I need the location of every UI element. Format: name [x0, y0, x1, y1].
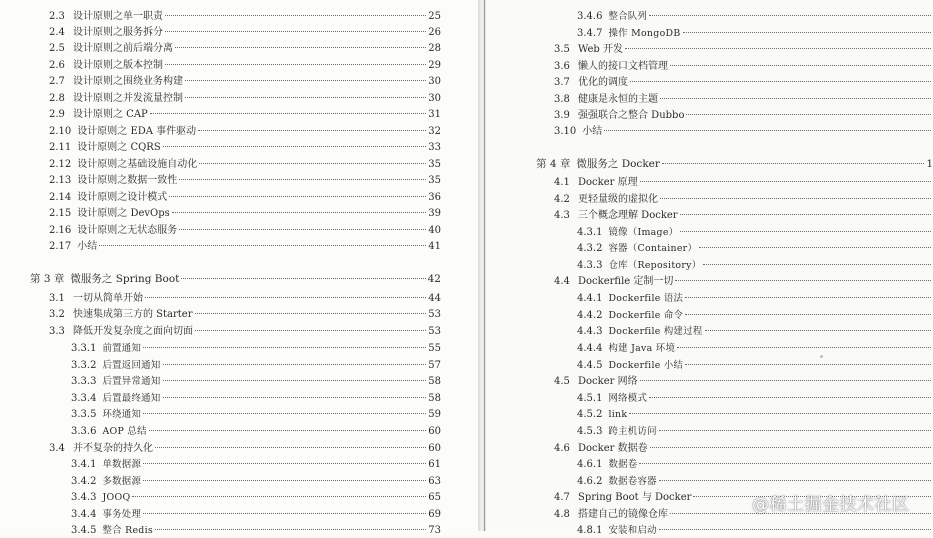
toc-entry-row: [49, 174, 441, 188]
toc-entry-title: 设计原则之基础设施自动化: [77, 159, 198, 170]
toc-entry-number: 2.3: [49, 11, 65, 22]
toc-page-number: 41: [428, 241, 441, 252]
toc-entry-row: [577, 342, 933, 356]
dot-leader: [680, 214, 931, 215]
dot-leader: [649, 397, 931, 398]
toc-entry-row: [49, 240, 441, 254]
toc-page-number: 26: [428, 27, 441, 38]
toc-entry-number: 第 4 章: [536, 158, 571, 170]
toc-entry-row: [49, 92, 441, 106]
toc-entry-title: 环绕通知: [102, 409, 142, 420]
toc-entry-title: 小结: [77, 241, 98, 252]
toc-entry-row: [554, 43, 933, 57]
toc-page-number: 31: [428, 109, 441, 120]
toc-entry-title: Spring Boot 与 Docker: [578, 492, 692, 503]
dot-leader: [169, 196, 426, 197]
toc-entry-row: [554, 442, 933, 456]
toc-entry-title: 设计原则之前后端分离: [73, 43, 173, 54]
dot-leader: [640, 380, 931, 381]
toc-entry-number: 2.8: [49, 93, 65, 104]
toc-entry-title: Docker 原理: [578, 177, 638, 188]
toc-entry-title: 并不复杂的持久化: [73, 443, 153, 454]
dot-leader: [625, 48, 931, 49]
toc-entry-title: JOOQ: [102, 492, 131, 503]
toc-page-number: 53: [428, 326, 441, 337]
toc-entry-title: 仓库（Repository）: [608, 260, 702, 271]
right-page: [486, 0, 933, 536]
dot-leader: [662, 163, 924, 164]
toc-entry-row: [577, 425, 933, 439]
toc-entry-row: [49, 75, 441, 89]
toc-entry-row: [554, 375, 933, 389]
toc-entry-number: 4.6.1: [577, 459, 603, 470]
toc-entry-row: [71, 392, 441, 406]
toc-entry-number: 3.5: [554, 44, 570, 55]
toc-entry-number: 3.4.4: [71, 509, 97, 520]
dot-leader: [685, 364, 931, 365]
dot-leader: [198, 130, 426, 131]
toc-entry-row: [577, 392, 933, 406]
dot-leader: [659, 430, 931, 431]
toc-entry-number: 2.12: [49, 159, 72, 170]
dot-leader: [649, 15, 931, 16]
toc-entry-number: 2.10: [49, 126, 72, 137]
toc-entry-number: 4.6.2: [577, 476, 603, 487]
dot-leader: [195, 330, 426, 331]
dot-leader: [640, 181, 931, 182]
toc-entry-number: 2.7: [49, 76, 65, 87]
toc-entry-row: [577, 259, 933, 273]
toc-entry-row: [49, 141, 441, 155]
toc-entry-row: [577, 27, 933, 41]
dot-leader: [675, 280, 931, 281]
toc-entry-title: 降低开发复杂度之面向切面: [73, 326, 193, 337]
dot-leader: [165, 31, 426, 32]
dot-leader: [163, 397, 427, 398]
dot-leader: [185, 80, 426, 81]
dot-leader: [670, 65, 931, 66]
toc-entry-row: [71, 508, 441, 522]
toc-entry-number: 4.3: [554, 210, 570, 221]
toc-page-number: 58: [428, 376, 441, 387]
toc-entry-number: 2.11: [49, 142, 72, 153]
toc-page-number: 63: [428, 476, 441, 487]
toc-page-number: 58: [428, 393, 441, 404]
toc-entry-row: [577, 226, 933, 240]
toc-entry-number: 4.5: [554, 376, 570, 387]
toc-entry-row: [49, 108, 441, 122]
dot-leader: [163, 364, 427, 365]
toc-entry-title: Docker 数据卷: [578, 443, 648, 454]
toc-entry-number: 4.8.1: [577, 525, 603, 536]
toc-page-number: 55: [428, 343, 441, 354]
dot-leader: [155, 529, 426, 530]
toc-entry-title: 设计原则之版本控制: [73, 60, 163, 71]
toc-entry-number: 4.4.3: [577, 326, 603, 337]
toc-entry-title: 容器（Container）: [608, 243, 698, 254]
toc-entry-row: [49, 125, 441, 139]
dot-leader: [195, 313, 427, 314]
toc-page-number: 44: [428, 293, 441, 304]
dot-leader: [163, 380, 427, 381]
toc-entry-title: 后置最终通知: [102, 393, 161, 404]
toc-entry-row: [554, 176, 933, 190]
toc-page-number: 40: [428, 225, 441, 236]
dot-leader: [659, 529, 931, 530]
toc-entry-row: [554, 60, 933, 74]
toc-entry-row: [71, 359, 441, 373]
toc-entry-number: 2.13: [49, 175, 72, 186]
toc-entry-number: 2.14: [49, 192, 72, 203]
toc-entry-title: 搭建自己的镜像仓库: [578, 509, 668, 520]
toc-entry-number: 4.5.1: [577, 393, 603, 404]
toc-entry-number: 4.3.2: [577, 243, 603, 254]
toc-entry-title: 整合 Redis: [102, 525, 154, 536]
toc-page-number: 60: [428, 443, 441, 454]
toc-entry-title: Dockerfile 语法: [608, 293, 684, 304]
toc-entry-title: 设计原则之围绕业务构建: [73, 76, 183, 87]
toc-page-number: 35: [428, 159, 441, 170]
toc-entry-row: [49, 325, 441, 339]
toc-entry-title: 网络模式: [608, 393, 648, 404]
toc-page-number: 65: [428, 492, 441, 503]
dot-leader: [677, 347, 931, 348]
toc-entry-row: [49, 442, 441, 456]
toc-entry-number: 4.4.2: [577, 310, 603, 321]
toc-entry-row: [554, 125, 933, 139]
toc-entry-number: 2.16: [49, 225, 72, 236]
toc-page-number: 1: [926, 158, 933, 170]
dot-leader: [650, 447, 931, 448]
dot-leader: [99, 245, 426, 246]
toc-page-number: 35: [428, 175, 441, 186]
dot-leader: [660, 98, 931, 99]
toc-entry-number: 3.7: [554, 77, 570, 88]
toc-entry-title: AOP 总结: [102, 426, 147, 437]
toc-entry-number: 2.17: [49, 241, 72, 252]
toc-entry-title: 设计原则之数据一致性: [77, 175, 178, 186]
toc-entry-row: [577, 309, 933, 323]
toc-entry-row: [49, 224, 441, 238]
toc-entry-number: 3.4.3: [71, 492, 97, 503]
toc-entry-title: 一切从简单开始: [73, 293, 143, 304]
toc-entry-row: [577, 524, 933, 538]
dot-leader: [659, 480, 931, 481]
toc-entry-row: [577, 475, 933, 489]
toc-entry-number: 3.3: [49, 326, 65, 337]
toc-entry-row: [577, 242, 933, 256]
dot-leader: [163, 146, 427, 147]
toc-entry-title: 后置返回通知: [102, 360, 161, 371]
toc-entry-title: 跨主机访问: [608, 426, 657, 437]
toc-entry-row: [49, 292, 441, 306]
dot-leader: [705, 330, 931, 331]
dot-leader: [181, 278, 425, 279]
toc-entry-number: 3.1: [49, 293, 65, 304]
dot-leader: [145, 297, 426, 298]
toc-entry-row: [49, 26, 441, 40]
dot-leader: [639, 463, 931, 464]
dot-leader: [660, 198, 931, 199]
dot-leader: [155, 447, 426, 448]
toc-entry-title: link: [608, 409, 628, 420]
toc-entry-row: [71, 342, 441, 356]
toc-chapter-row: [30, 272, 441, 286]
toc-entry-title: 设计原则之 CQRS: [77, 142, 161, 153]
toc-entry-row: [49, 158, 441, 172]
toc-page-number: 73: [428, 525, 441, 536]
dot-leader: [150, 113, 426, 114]
dot-leader: [686, 114, 931, 115]
toc-chapter-row: [536, 157, 933, 171]
dot-leader: [143, 463, 426, 464]
toc-entry-row: [49, 191, 441, 205]
toc-page-number: 30: [428, 76, 441, 87]
toc-entry-number: 4.5.3: [577, 426, 603, 437]
toc-entry-number: 3.3.4: [71, 393, 97, 404]
toc-entry-number: 4.3.3: [577, 260, 603, 271]
toc-entry-row: [554, 109, 933, 123]
dot-leader: [185, 97, 426, 98]
dot-leader: [199, 163, 426, 164]
dot-leader: [143, 347, 426, 348]
toc-entry-number: 3.3.5: [71, 409, 97, 420]
toc-entry-number: 3.8: [554, 94, 570, 105]
toc-entry-title: 设计原则之 EDA 事件驱动: [77, 126, 197, 137]
toc-page-number: 57: [428, 360, 441, 371]
toc-entry-title: 数据卷: [608, 459, 638, 470]
dot-leader: [143, 413, 426, 414]
toc-entry-number: 3.3.2: [71, 360, 97, 371]
toc-entry-title: 镜像（Image）: [608, 227, 679, 238]
toc-page-number: 39: [428, 208, 441, 219]
toc-entry-number: 2.6: [49, 60, 65, 71]
toc-entry-title: 前置通知: [102, 343, 142, 354]
toc-entry-row: [554, 209, 933, 223]
toc-entry-number: 3.4.6: [577, 11, 603, 22]
toc-entry-row: [554, 93, 933, 107]
toc-entry-number: 4.4: [554, 276, 570, 287]
toc-entry-row: [71, 491, 441, 505]
gutter-fold-line: [484, 0, 485, 531]
toc-entry-title: 设计原则之 DevOps: [77, 208, 170, 219]
toc-entry-title: 微服务之 Docker: [576, 158, 660, 170]
toc-page-number: 61: [428, 459, 441, 470]
toc-entry-row: [577, 408, 933, 422]
toc-page-number: 60: [428, 426, 441, 437]
toc-entry-row: [577, 458, 933, 472]
toc-entry-title: 微服务之 Spring Boot: [70, 273, 180, 285]
toc-entry-title: 设计原则之无状态服务: [77, 225, 178, 236]
toc-page-number: 29: [428, 60, 441, 71]
toc-entry-row: [49, 308, 441, 322]
toc-entry-title: 构建 Java 环境: [608, 343, 676, 354]
toc-entry-row: [49, 59, 441, 73]
toc-entry-title: Dockerfile 定制一切: [578, 276, 674, 287]
toc-entry-number: 3.4.1: [71, 459, 97, 470]
toc-entry-title: 安装和启动: [608, 525, 657, 536]
dot-leader: [143, 480, 426, 481]
toc-entry-title: 操作 MongoDB: [608, 28, 681, 39]
dot-leader: [172, 212, 427, 213]
toc-entry-number: 3.9: [554, 110, 570, 121]
toc-page-number: 30: [428, 93, 441, 104]
toc-entry-row: [49, 207, 441, 221]
dot-leader: [179, 179, 426, 180]
toc-page-number: 33: [428, 142, 441, 153]
toc-entry-number: 4.4.4: [577, 343, 603, 354]
toc-entry-title: 多数据源: [102, 476, 142, 487]
toc-page-number: 28: [428, 43, 441, 54]
toc-entry-row: [577, 325, 933, 339]
dot-leader: [132, 496, 426, 497]
toc-entry-number: 2.9: [49, 109, 65, 120]
toc-entry-row: [554, 193, 933, 207]
dot-leader: [703, 264, 931, 265]
dot-leader: [630, 81, 931, 82]
dot-leader: [149, 430, 427, 431]
toc-entry-number: 2.15: [49, 208, 72, 219]
scan-speck: [820, 355, 823, 358]
toc-entry-title: 更轻量级的虚拟化: [578, 194, 658, 205]
toc-entry-number: 3.4.7: [577, 28, 603, 39]
toc-entry-number: 4.3.1: [577, 227, 603, 238]
dot-leader: [683, 32, 931, 33]
toc-entry-title: 设计原则之设计模式: [77, 192, 168, 203]
dot-leader: [165, 64, 426, 65]
toc-entry-row: [71, 475, 441, 489]
toc-entry-title: Dockerfile 命令: [608, 310, 684, 321]
dot-leader: [165, 15, 426, 16]
dot-leader: [699, 247, 931, 248]
toc-entry-row: [71, 408, 441, 422]
toc-entry-title: 设计原则之单一职责: [73, 11, 163, 22]
toc-entry-number: 4.6: [554, 443, 570, 454]
dot-leader: [680, 231, 931, 232]
toc-entry-number: 2.5: [49, 43, 65, 54]
toc-entry-number: 4.2: [554, 194, 570, 205]
toc-entry-number: 4.7: [554, 492, 570, 503]
toc-entry-row: [577, 359, 933, 373]
toc-entry-title: 设计原则之 CAP: [73, 109, 148, 120]
toc-entry-number: 3.10: [554, 126, 577, 137]
toc-entry-row: [577, 10, 933, 24]
toc-entry-number: 3.4.2: [71, 476, 97, 487]
toc-entry-title: 事务处理: [102, 509, 142, 520]
toc-entry-title: Docker 网络: [578, 376, 638, 387]
dot-leader: [604, 130, 931, 131]
toc-entry-number: 4.1: [554, 177, 570, 188]
toc-entry-number: 3.3.1: [71, 343, 97, 354]
toc-entry-number: 4.8: [554, 509, 570, 520]
toc-entry-title: 三个概念理解 Docker: [578, 210, 678, 221]
toc-entry-number: 3.6: [554, 61, 570, 72]
dot-leader: [629, 413, 931, 414]
toc-entry-title: 快速集成第三方的 Starter: [73, 309, 193, 320]
dot-leader: [685, 297, 931, 298]
toc-entry-number: 3.2: [49, 309, 65, 320]
toc-page-number: 25: [428, 11, 441, 22]
toc-entry-row: [71, 375, 441, 389]
toc-page-number: 69: [428, 509, 441, 520]
toc-entry-title: 整合队列: [608, 11, 648, 22]
toc-entry-title: Dockerfile 小结: [608, 360, 684, 371]
watermark-text: @稀土掘金技术社区: [752, 495, 910, 515]
toc-entry-title: Web 开发: [578, 44, 623, 55]
toc-entry-title: 优化的调度: [578, 77, 628, 88]
toc-entry-title: 设计原则之服务拆分: [73, 27, 163, 38]
dot-leader: [685, 314, 931, 315]
toc-page-number: 36: [428, 192, 441, 203]
toc-entry-title: 数据卷容器: [608, 476, 657, 487]
toc-entry-number: 4.4.5: [577, 360, 603, 371]
dot-leader: [179, 229, 426, 230]
toc-entry-row: [49, 10, 441, 24]
toc-entry-number: 3.4.5: [71, 525, 97, 536]
toc-entry-number: 3.4: [49, 443, 65, 454]
toc-entry-number: 4.4.1: [577, 293, 603, 304]
toc-entry-title: 设计原则之并发流量控制: [73, 93, 183, 104]
toc-entry-title: 强强联合之整合 Dubbo: [578, 110, 685, 121]
toc-entry-title: 单数据源: [102, 459, 142, 470]
toc-page-number: 42: [427, 273, 441, 285]
toc-entry-title: Dockerfile 构建过程: [608, 326, 703, 337]
toc-entry-row: [71, 425, 441, 439]
toc-entry-row: [71, 458, 441, 472]
toc-entry-row: [49, 42, 441, 56]
toc-entry-title: 懒人的接口文档管理: [578, 61, 668, 72]
dot-leader: [143, 513, 426, 514]
toc-entry-number: 2.4: [49, 27, 65, 38]
toc-entry-title: 小结: [582, 126, 603, 137]
toc-entry-number: 第 3 章: [30, 273, 65, 285]
toc-entry-row: [554, 76, 933, 90]
toc-entry-number: 3.3.3: [71, 376, 97, 387]
toc-entry-title: 后置异常通知: [102, 376, 161, 387]
toc-entry-number: 3.3.6: [71, 426, 97, 437]
toc-page-number: 53: [428, 309, 441, 320]
toc-entry-number: 4.5.2: [577, 409, 603, 420]
toc-entry-row: [71, 524, 441, 538]
dot-leader: [175, 47, 426, 48]
toc-page-number: 32: [428, 126, 441, 137]
toc-entry-row: [554, 275, 933, 289]
toc-entry-title: 健康是永恒的主题: [578, 94, 658, 105]
toc-page-number: 59: [428, 409, 441, 420]
toc-entry-row: [577, 292, 933, 306]
